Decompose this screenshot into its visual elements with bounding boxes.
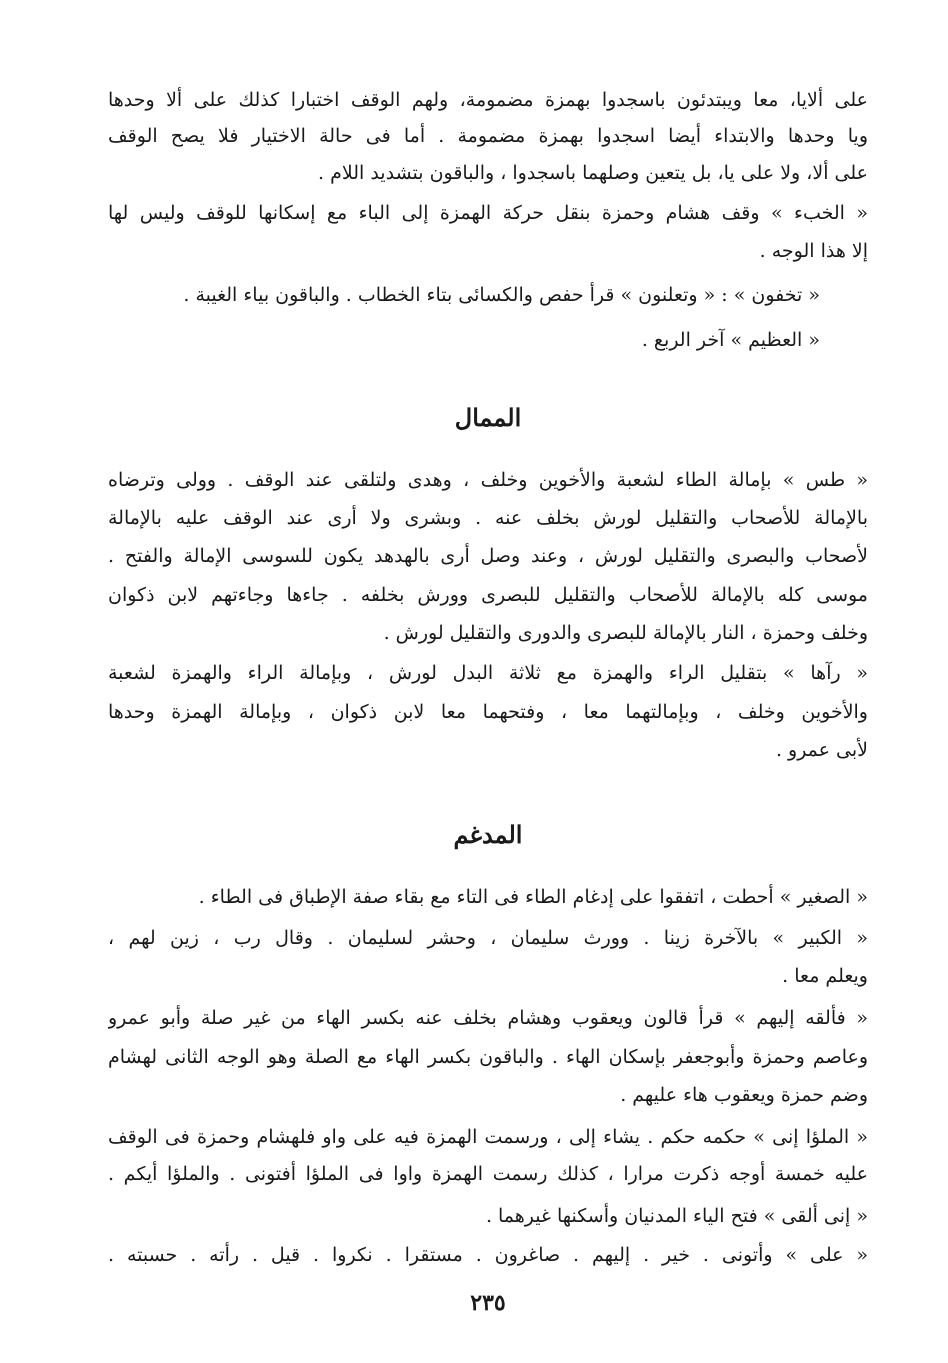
text-line: ويعلم معا . xyxy=(782,965,868,987)
text-line: لأصحاب والبصرى والتقليل لورش ، وعند وصل أرى بالهدهد يكون للسوسى الإمالة والفتح . xyxy=(108,545,868,567)
text-line: « العظيم » آخر الربع . xyxy=(641,329,820,351)
text-line: « رآها » بتقليل الراء والهمزة مع ثلاثة البدل لورش ، وبإمالة الراء والهمزة لشعبة xyxy=(108,662,868,684)
text-line: وخلف وحمزة ، النار بالإمالة للبصرى والدورى والتقليل لورش . xyxy=(383,622,868,644)
text-line: « إنى ألقى » فتح الياء المدنيان وأسكنها غيرهما . xyxy=(485,1205,868,1227)
text-line: موسى كله بالإمالة للأصحاب والتقليل للبصرى وورش بخلفه . جاءها وجاءتهم لابن ذكوان xyxy=(108,584,868,606)
text-line: « طس » بإمالة الطاء لشعبة والأخوين وخلف ، وهدى ولتلقى عند الوقف . وولى وترضاه xyxy=(108,469,868,491)
text-line: « الملؤا إنى » حكمه حكم . يشاء إلى ، ورسمت الهمزة فيه على واو فلهشام وحمزة فى الوقف xyxy=(108,1126,868,1148)
text-line: « الصغير » أحطت ، اتفقوا على إدغام الطاء فى التاء مع بقاء صفة الإطباق فى الطاء . xyxy=(198,886,868,908)
text-line: إلا هذا الوجه . xyxy=(759,240,868,262)
text-line: « الكبير » بالآخرة زينا . وورث سليمان ، وحشر لسليمان . وقال رب ، زين لهم ، xyxy=(108,927,868,949)
section-heading: المدغم xyxy=(453,820,523,849)
text-line: على ألايا، معا ويبتدئون باسجدوا بهمزة مضمومة، ولهم الوقف اختبارا كذلك على ألا وحدها xyxy=(108,89,868,111)
section-heading: الممال xyxy=(454,403,522,432)
text-line: « على » وأتونى . خير . إليهم . صاغرون . مستقرا . نكروا . قيل . رأته . حسبته . xyxy=(108,1244,868,1266)
text-line: « تخفون » : « وتعلنون » قرأ حفص والكسائى بتاء الخطاب . والباقون بياء الغيبة . xyxy=(183,284,820,306)
text-line: « الخبء » وقف هشام وحمزة بنقل حركة الهمزة إلى الباء مع إسكانها للوقف وليس لها xyxy=(108,202,868,224)
text-line: عليه خمسة أوجه ذكرت مرارا ، كذلك رسمت الهمزة واوا فى الملؤا أفتونى . والملؤا أيكم . xyxy=(108,1163,868,1185)
text-line: وعاصم وحمزة وأبوجعفر بإسكان الهاء . والباقون بكسر الهاء مع الصلة وهو الوجه الثانى لهشام xyxy=(108,1046,868,1068)
text-line: لأبى عمرو . xyxy=(775,739,868,761)
text-line: « فألقه إليهم » قرأ قالون ويعقوب وهشام بخلف عنه بكسر الهاء من غير صلة وأبو عمرو xyxy=(108,1007,868,1029)
document-page xyxy=(108,82,868,1352)
text-line: والأخوين وخلف ، وبإمالتهما معا ، وفتحهما معا لابن ذكوان ، وبإمالة الهمزة وحدها xyxy=(108,701,868,723)
page-number: ٢٣٥ xyxy=(470,1290,506,1316)
text-line: ويا وحدها والابتداء أيضا اسجدوا بهمزة مضمومة . أما فى حالة الاختيار فلا يصح الوقف xyxy=(108,125,868,147)
text-line: بالإمالة للأصحاب والتقليل لورش بخلف عنه . وبشرى ولا أرى عند الوقف عليه بالإمالة xyxy=(108,507,868,529)
text-line: على ألا، ولا على يا، بل يتعين وصلهما باسجدوا ، والباقون بتشديد اللام . xyxy=(318,162,868,184)
text-line: وضم حمزة ويعقوب هاء عليهم . xyxy=(620,1084,868,1106)
